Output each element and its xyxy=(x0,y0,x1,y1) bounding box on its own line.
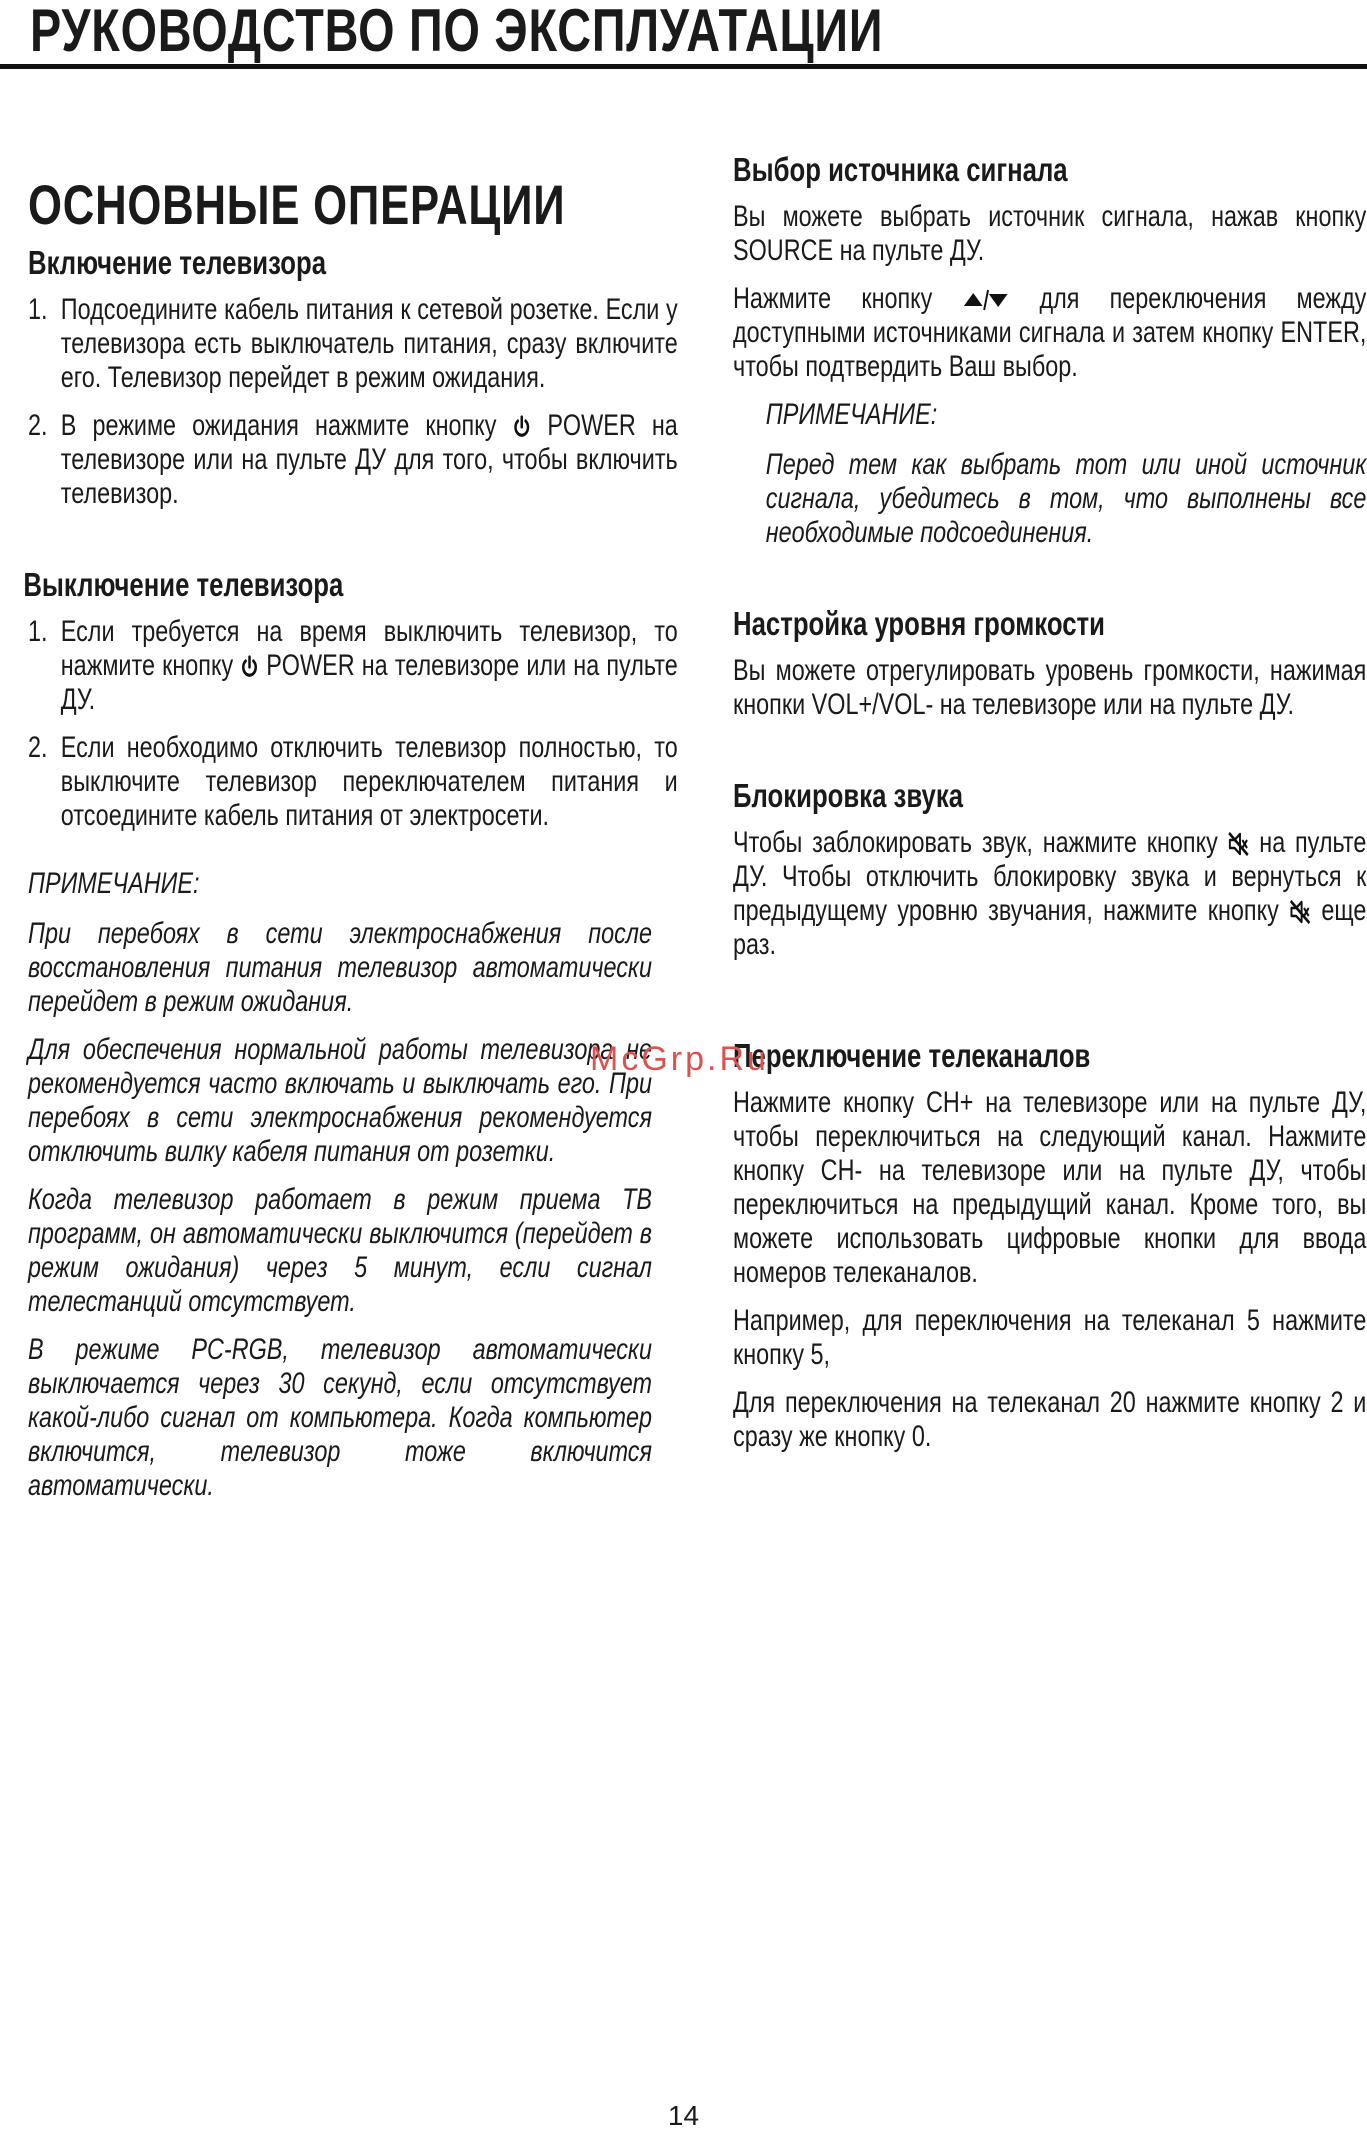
list-text: POWER на телевизоре или на пульте ДУ для того, чтобы включить телевизор. xyxy=(60,409,678,510)
watermark: McGrp.Ru xyxy=(590,1040,769,1078)
channels-paragraph: Нажмите кнопку CH+ на телевизоре или на пульте ДУ, чтобы переключиться на следующий канал. Нажмите кнопку CH- на телевизоре или на пульте ДУ, чтобы переключиться на предыдущий канал. Кроме того, вы можете использовать цифровые кнопки для ввода номеров телеканалов. xyxy=(733,1086,1367,1289)
list-text: Если требуется на время выключить телевизор, то нажмите кнопку xyxy=(60,615,678,682)
page-number: 14 xyxy=(667,2100,700,2131)
source-paragraph-2: Нажмите кнопку для переключения между доступными источниками сигнала и затем кнопку ENTER, чтобы подтвердить Ваш выбор. xyxy=(733,282,1367,383)
section-title: ОСНОВНЫЕ ОПЕРАЦИИ xyxy=(28,173,566,236)
power-on-heading: Включение телевизора xyxy=(28,244,327,281)
note-label: ПРИМЕЧАНИЕ: xyxy=(765,398,938,431)
list-item xyxy=(28,615,678,717)
list-number: 2. xyxy=(28,409,48,442)
power-off-list xyxy=(28,615,678,833)
list-text: В режиме ожидания нажмите кнопку xyxy=(60,409,497,442)
list-number: 1. xyxy=(28,293,48,326)
source-heading: Выбор источника сигнала xyxy=(733,151,1068,188)
page-header xyxy=(0,0,1367,70)
left-column xyxy=(23,173,678,1517)
channels-heading: Переключение телеканалов xyxy=(733,1037,1091,1074)
source-note xyxy=(733,398,1366,550)
channels-paragraph: Например, для переключения на телеканал 5 нажмите кнопку 5, xyxy=(733,1304,1367,1371)
note-paragraph: В режиме PC-RGB, телевизор автоматически выключается через 30 секунд, если отсутствует какой-либо сигнал от компьютера. Когда компьютер включится, телевизор тоже включится автоматически. xyxy=(28,1333,652,1502)
list-number: 1. xyxy=(28,615,48,648)
list-item xyxy=(28,731,678,833)
left-column-inner xyxy=(23,173,678,1503)
right-column xyxy=(733,150,1366,1468)
power-icon xyxy=(240,654,259,680)
note-paragraph: Когда телевизор работает в режим приема ТВ программ, он автоматически выключится (перейдет в режим ожидания) через 5 минут, если сигнал телестанций отсутствует. xyxy=(28,1183,652,1318)
volume-heading: Настройка уровня громкости xyxy=(733,605,1105,642)
list-text: Если необходимо отключить телевизор полностью, то выключите телевизор переключателем питания и отсоедините кабель питания от электросети. xyxy=(60,731,678,832)
note-paragraph: Для обеспечения нормальной работы телевизора не рекомендуется часто включать и выключать его. При перебоях в сети электроснабжения рекомендуется отключить вилку кабеля питания от розетки. xyxy=(28,1033,652,1168)
list-item xyxy=(28,293,678,395)
list-text: Подсоедините кабель питания к сетевой розетке. Если у телевизора есть выключатель питания, сразу включите его. Телевизор перейдет в режим ожидания. xyxy=(60,293,678,394)
list-item xyxy=(28,409,678,511)
note-paragraph: При перебоях в сети электроснабжения после восстановления питания телевизор автоматически перейдет в режим ожидания. xyxy=(28,917,652,1018)
mute-icon xyxy=(1228,831,1250,857)
note-label: ПРИМЕЧАНИЕ: xyxy=(28,867,200,900)
note-paragraph: Перед тем как выбрать тот или иной источник сигнала, убедитесь в том, что выполнены все необходимые подсоединения. xyxy=(765,448,1367,549)
channels-paragraph: Для переключения на телеканал 20 нажмите кнопку 2 и сразу же кнопку 0. xyxy=(733,1386,1367,1453)
up-down-arrows-icon xyxy=(963,288,1010,312)
power-on-list xyxy=(28,293,678,511)
mute-icon xyxy=(1289,899,1311,925)
source-paragraph: Вы можете выбрать источник сигнала, нажав кнопку SOURCE на пульте ДУ. xyxy=(733,200,1367,267)
mute-paragraph: Чтобы заблокировать звук, нажмите кнопку на пульте ДУ. Чтобы отключить блокировку звука и вернуться к предыдущему уровню звучания, нажмите кнопку еще раз. xyxy=(733,826,1367,961)
volume-paragraph: Вы можете отрегулировать уровень громкости, нажимая кнопки VOL+/VOL- на телевизоре или на пульте ДУ. xyxy=(733,654,1367,721)
list-number: 2. xyxy=(28,731,48,764)
right-column-inner xyxy=(733,150,1366,1454)
notes-block xyxy=(28,867,652,1503)
mute-heading: Блокировка звука xyxy=(733,777,964,814)
list-text: POWER на телевизоре или на пульте ДУ. xyxy=(60,649,678,716)
header-rule xyxy=(0,64,1367,69)
power-off-heading: Выключение телевизора xyxy=(23,566,344,603)
document-title: РУКОВОДСТВО ПО ЭКСПЛУАТАЦИИ xyxy=(30,0,884,64)
power-icon xyxy=(513,414,532,440)
